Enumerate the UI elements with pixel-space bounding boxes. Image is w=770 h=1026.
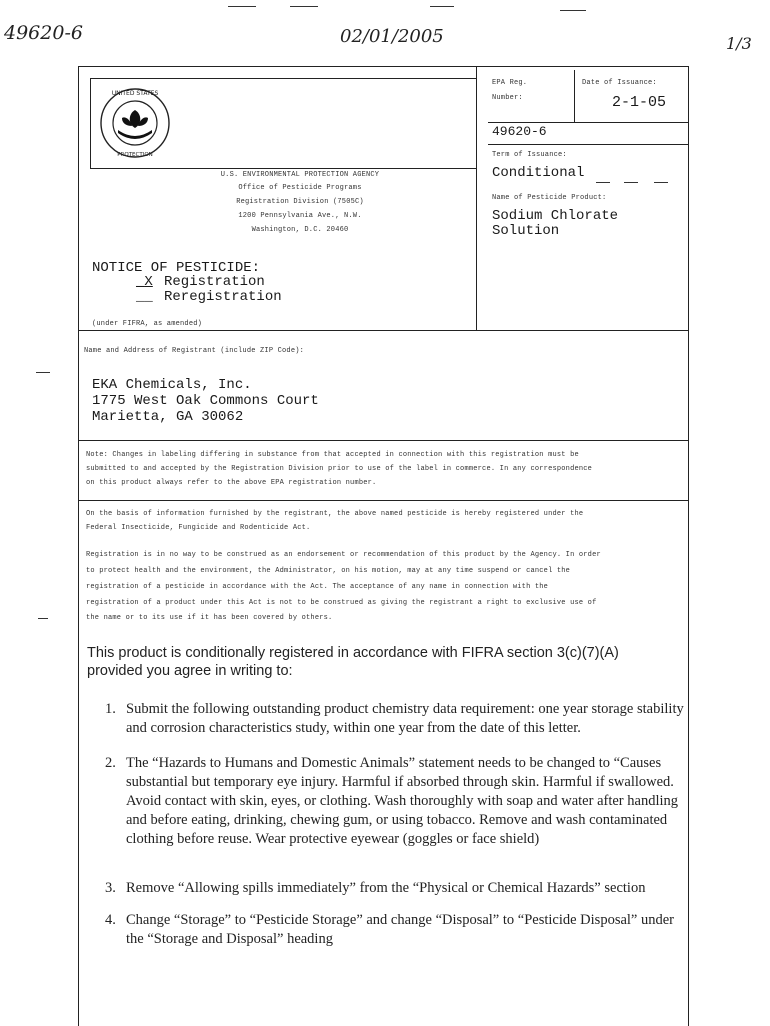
agency-office: Office of Pesticide Programs bbox=[238, 184, 362, 192]
handwritten-reg-number: 49620-6 bbox=[4, 22, 83, 44]
note-line-3: on this product always refer to the above EPA registration number. bbox=[86, 479, 377, 487]
registration-checkbox: _X bbox=[136, 274, 153, 290]
number-label: Number: bbox=[492, 94, 523, 102]
svg-text:PROTECTION: PROTECTION bbox=[117, 152, 153, 158]
term-label: Term of Issuance: bbox=[492, 151, 567, 159]
svg-text:UNITED STATES: UNITED STATES bbox=[111, 90, 159, 97]
notice-title: NOTICE OF PESTICIDE: bbox=[92, 260, 261, 276]
term-underline bbox=[654, 182, 668, 183]
condition-number: 4. bbox=[105, 912, 116, 928]
registration-label: Registration bbox=[164, 274, 265, 290]
agency-box-left bbox=[90, 78, 91, 168]
product-name-value-2: Solution bbox=[492, 223, 560, 239]
reregistration-checkbox: __ bbox=[136, 289, 153, 305]
term-value: Conditional bbox=[492, 165, 585, 181]
registrant-name: EKA Chemicals, Inc. bbox=[92, 377, 252, 393]
basis-line-1: On the basis of information furnished by the registrant, the above named pesticide is hereby registered under the bbox=[86, 510, 584, 518]
note-line-1: Note: Changes in labeling differing in substance from that accepted in connection with this registration must be bbox=[86, 451, 579, 459]
note-top-border bbox=[78, 440, 688, 441]
form-top-border bbox=[78, 66, 688, 67]
issuance-label: Date of Issuance: bbox=[582, 79, 657, 87]
condition-item-2 bbox=[105, 754, 690, 849]
note-line-2: submitted to and accepted by the Registration Division prior to use of the label in commerce. In any correspondence bbox=[86, 465, 593, 473]
condition-item-1 bbox=[105, 700, 690, 738]
scan-mark bbox=[290, 6, 318, 7]
reg-number-underline bbox=[488, 122, 688, 123]
registration-check-mark: X bbox=[144, 274, 153, 290]
agency-box-bottom bbox=[90, 168, 476, 169]
agency-address-1: 1200 Pennsylvania Ave., N.W. bbox=[238, 212, 362, 220]
epa-reg-number-value: 49620-6 bbox=[492, 124, 547, 139]
disclaimer-line-3: registration of a pesticide in accordance with the Act. The acceptance of any name in connection with the bbox=[86, 583, 549, 591]
conditional-statement-line-1: This product is conditionally registered in accordance with FIFRA section 3(c)(7)(A) bbox=[87, 645, 619, 661]
form-left-border bbox=[78, 66, 79, 1026]
registrant-label: Name and Address of Registrant (include ZIP Code): bbox=[84, 347, 305, 355]
product-name-value-1: Sodium Chlorate bbox=[492, 208, 619, 224]
scan-mark bbox=[560, 10, 586, 11]
condition-text: Change “Storage” to “Pesticide Storage” and change “Disposal” to “Pesticide Disposal” under the “Storage and Disposal” heading bbox=[126, 912, 675, 947]
handwritten-page-number: 1/3 bbox=[726, 34, 752, 53]
registrant-street: 1775 West Oak Commons Court bbox=[92, 393, 319, 409]
disclaimer-line-4: registration of a product under this Act is not to be construed as giving the registrant a right to exclusive use of bbox=[86, 599, 597, 607]
under-fifra-note: (under FIFRA, as amended) bbox=[92, 320, 203, 328]
agency-name: U.S. ENVIRONMENTAL PROTECTION AGENCY bbox=[220, 171, 380, 179]
handwritten-date: 02/01/2005 bbox=[340, 26, 444, 47]
basis-top-border bbox=[78, 500, 688, 501]
term-underline bbox=[596, 182, 610, 183]
agency-division: Registration Division (7505C) bbox=[236, 198, 364, 206]
disclaimer-line-2: to protect health and the environment, the Administrator, on his motion, may at any time suspend or cancel the bbox=[86, 567, 571, 575]
term-separator bbox=[488, 144, 688, 145]
reregistration-label: Reregistration bbox=[164, 289, 282, 305]
agency-box-right bbox=[476, 66, 477, 330]
registrant-top-border bbox=[78, 330, 688, 331]
basis-line-2: Federal Insecticide, Fungicide and Rodenticide Act. bbox=[86, 524, 311, 532]
disclaimer-line-5: the name or to its use if it has been covered by others. bbox=[86, 614, 333, 622]
term-underline bbox=[624, 182, 638, 183]
condition-item-4 bbox=[105, 911, 690, 949]
registrant-city: Marietta, GA 30062 bbox=[92, 409, 244, 425]
issuance-date-value: 2-1-05 bbox=[612, 94, 667, 111]
scan-mark bbox=[228, 6, 256, 7]
issuance-divider bbox=[574, 70, 575, 122]
condition-text: The “Hazards to Humans and Domestic Animals” statement needs to be changed to “Causes substantial but temporary eye injury. Harmful if absorbed through skin. Harmful if swallowed. Avoid contact with skin, eyes, or clothing. Wash thoroughly with soap and water after handling and before eating, drinking, chewing gum, or using tobacco. Remove and wash contaminated clothing before reuse. Wear protective eyewear (goggles or face shield) bbox=[126, 755, 678, 847]
disclaimer-line-1: Registration is in no way to be construed as an endorsement or recommendation of this product by the Agency. In order bbox=[86, 551, 601, 559]
epa-seal-logo bbox=[98, 86, 172, 160]
condition-text: Remove “Allowing spills immediately” from the “Physical or Chemical Hazards” section bbox=[126, 880, 646, 896]
scan-mark bbox=[430, 6, 454, 7]
scan-mark bbox=[38, 618, 48, 619]
agency-address-2: Washington, D.C. 20460 bbox=[251, 226, 349, 234]
agency-box-top bbox=[90, 78, 476, 79]
condition-text: Submit the following outstanding product chemistry data requirement: one year storage stability and corrosion characteristics study, within one year from the date of this letter. bbox=[126, 701, 684, 736]
condition-number: 1. bbox=[105, 701, 116, 717]
condition-number: 2. bbox=[105, 755, 116, 771]
scan-mark bbox=[36, 372, 50, 373]
product-name-label: Name of Pesticide Product: bbox=[492, 194, 607, 202]
conditional-statement-line-2: provided you agree in writing to: bbox=[87, 663, 293, 679]
condition-number: 3. bbox=[105, 880, 116, 896]
condition-item-3 bbox=[105, 879, 690, 898]
epa-reg-label: EPA Reg. bbox=[492, 79, 528, 87]
